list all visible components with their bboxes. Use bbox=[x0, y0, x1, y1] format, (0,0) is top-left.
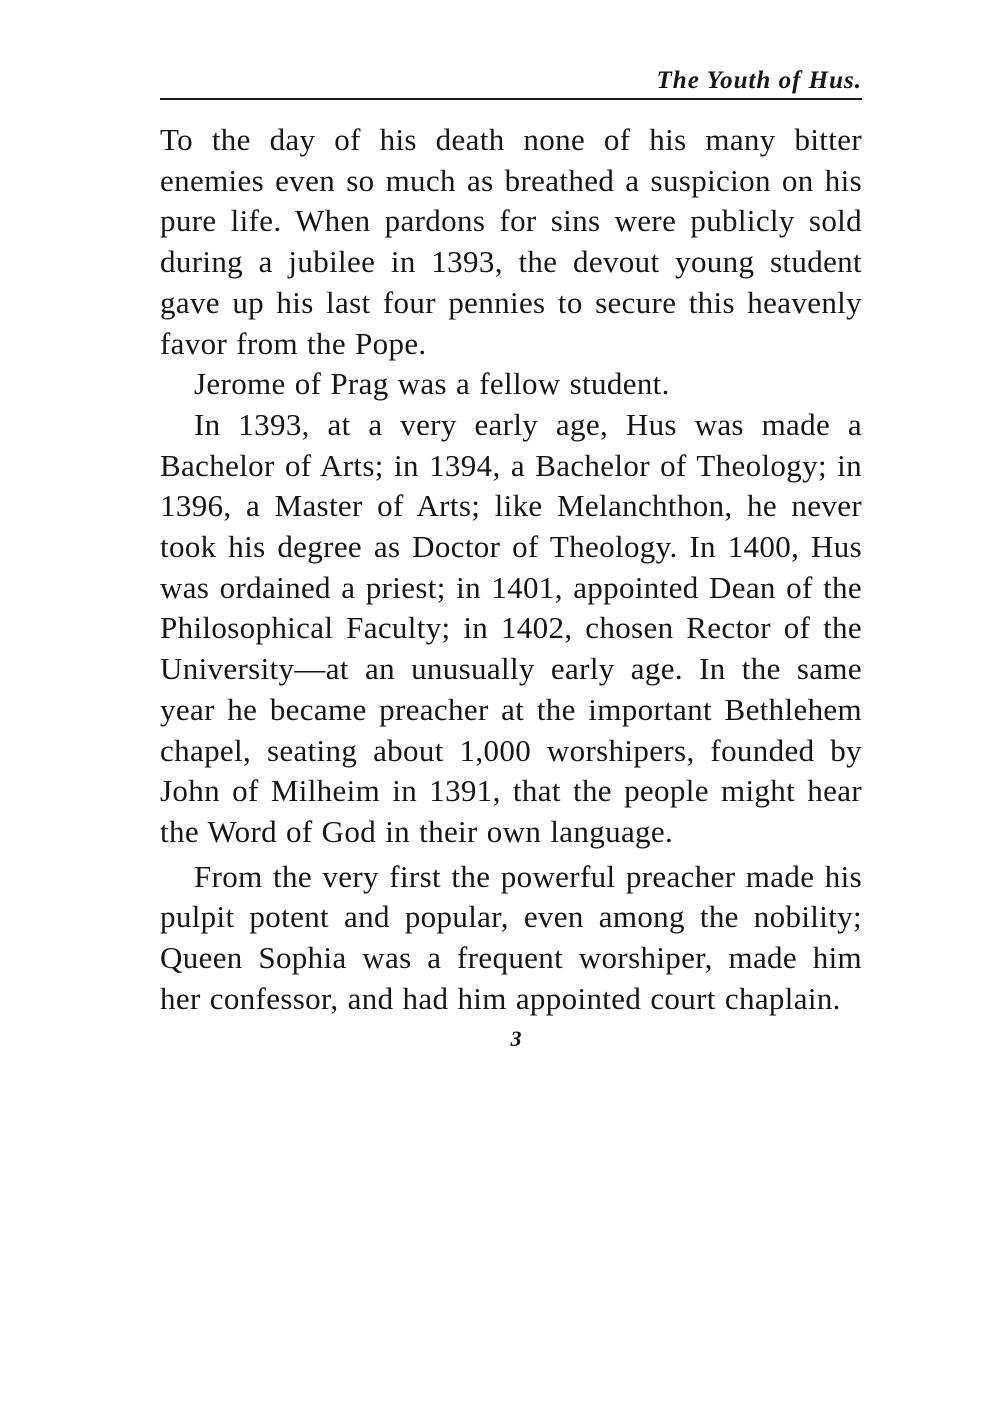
paragraph-1: To the day of his death none of his many bitter enemies even so much as breathed a suspicion on his pure life. When pardons for sins were publicly sold during a jubilee in 1393, the devout young student gave up his last four pennies to secure this heavenly favor from the Pope. bbox=[160, 122, 862, 361]
book-page bbox=[160, 64, 862, 1053]
header-rule bbox=[160, 98, 862, 100]
running-title: The Youth of Hus. bbox=[656, 67, 862, 94]
paragraph-3: In 1393, at a very early age, Hus was made a Bachelor of Arts; in 1394, a Bachelor of Theology; in 1396, a Master of Arts; like Melanchthon, he never took his degree as Doctor of Theology. In 1400, Hus was ordained a priest; in 1401, appointed Dean of the Philosophical Faculty; in 1402, chosen Rector of the University—at an unusually early age. In the same year he became preacher at the important Bethlehem chapel, seating about 1,000 worshipers, founded by John of Milheim in 1391, that the people might hear the Word of God in their own language. bbox=[160, 406, 862, 849]
page-number: 3 bbox=[510, 1026, 522, 1052]
paragraph-4: From the very first the powerful preacher made his pulpit potent and popular, even among the nobility; Queen Sophia was a frequent worshiper, made him her confessor, and had him appointed court chaplain. bbox=[160, 858, 862, 1016]
paragraph-2: Jerome of Prag was a fellow student. bbox=[194, 366, 670, 402]
